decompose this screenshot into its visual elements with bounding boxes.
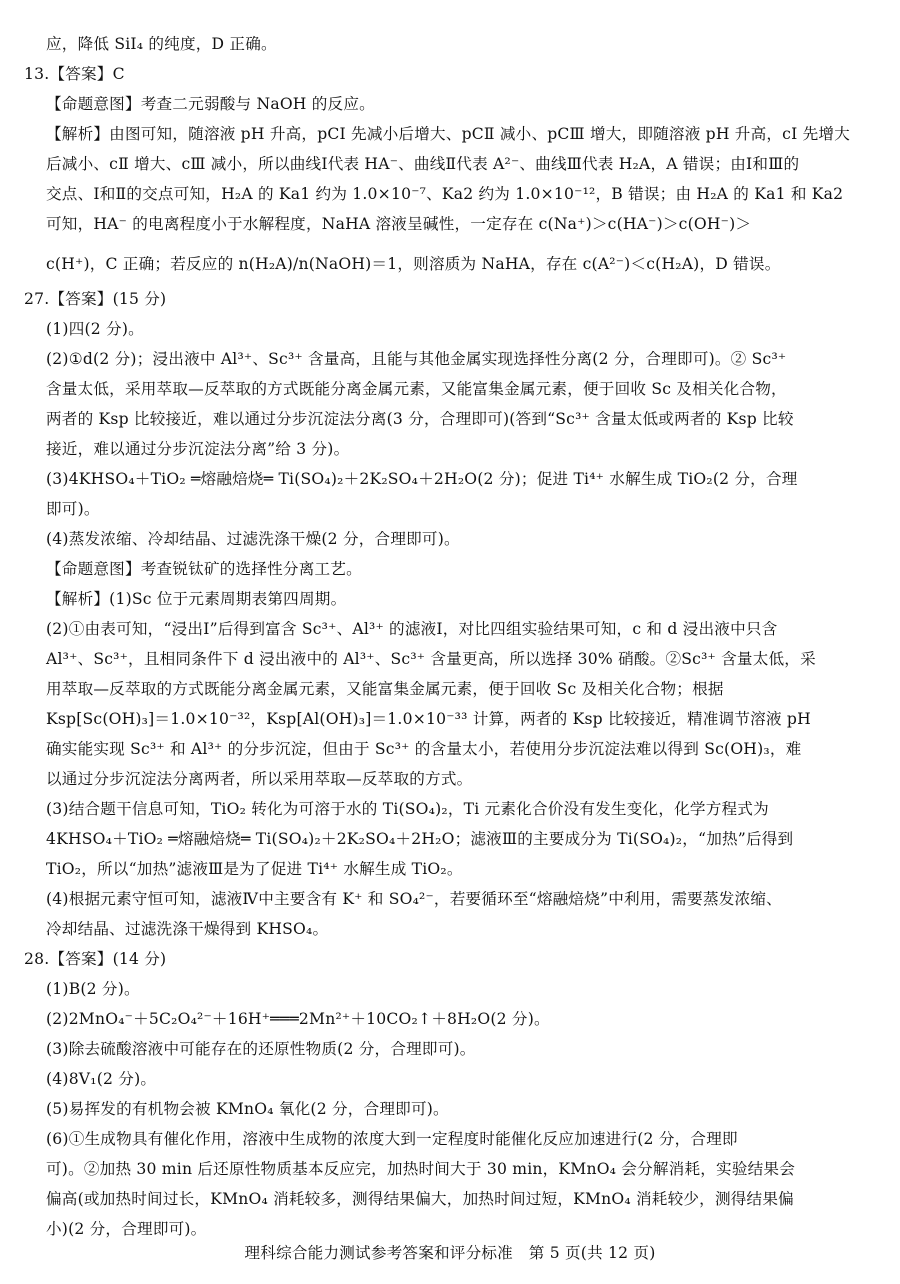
- text-line: TiO₂，所以“加热”滤液Ⅲ是为了促进 Ti⁴⁺ 水解生成 TiO₂。: [46, 860, 463, 878]
- text-line: c(H⁺)，C 正确；若反应的 n(H₂A)/n(NaOH)＝1，则溶质为 NaHA，存在 c(A²⁻)＜c(H₂A)，D 错误。: [46, 255, 781, 273]
- text-line: 两者的 Ksp 比较接近，难以通过分步沉淀法分离(3 分，合理即可)(答到“Sc³⁺ 含量太低或两者的 Ksp 比较: [46, 410, 794, 428]
- text-line: 【命题意图】考查二元弱酸与 NaOH 的反应。: [46, 95, 375, 113]
- text-line: (2)①d(2 分)；浸出液中 Al³⁺、Sc³⁺ 含量高，且能与其他金属实现选择性分离(2 分，合理即可)。② Sc³⁺: [46, 350, 787, 368]
- text-line: 以通过分步沉淀法分离两者，所以采用萃取—反萃取的方式。: [46, 770, 473, 788]
- text-line: 【解析】(1)Sc 位于元素周期表第四周期。: [46, 590, 347, 608]
- text-line: 可)。②加热 30 min 后还原性物质基本反应完，加热时间大于 30 min，KMnO₄ 会分解消耗，实验结果会: [46, 1160, 796, 1178]
- text-line: (3)结合题干信息可知，TiO₂ 转化为可溶于水的 Ti(SO₄)₂，Ti 元素化合价没有发生变化，化学方程式为: [46, 800, 769, 818]
- equation-line: 4KHSO₄＋TiO₂ ═熔融焙烧═ Ti(SO₄)₂＋2K₂SO₄＋2H₂O；滤液Ⅲ的主要成分为 Ti(SO₄)₂，“加热”后得到: [46, 830, 794, 848]
- question-13-answer: 13.【答案】C: [24, 65, 125, 83]
- text-line: 可知，HA⁻ 的电离程度小于水解程度，NaHA 溶液呈碱性，一定存在 c(Na⁺)＞c(HA⁻)＞c(OH⁻)＞: [46, 215, 752, 233]
- text-line: (5)易挥发的有机物会被 KMnO₄ 氧化(2 分，合理即可)。: [46, 1100, 449, 1118]
- text-line: Al³⁺、Sc³⁺，且相同条件下 d 浸出液中的 Al³⁺、Sc³⁺ 含量更高，所以选择 30% 硝酸。②Sc³⁺ 含量太低，采: [46, 650, 816, 668]
- text-line: 即可)。: [46, 500, 100, 518]
- text-line: (4)蒸发浓缩、冷却结晶、过滤洗涤干燥(2 分，合理即可)。: [46, 530, 460, 548]
- text-line: (4)根据元素守恒可知，滤液Ⅳ中主要含有 K⁺ 和 SO₄²⁻，若要循环至“熔融焙烧”中利用，需要蒸发浓缩、: [46, 890, 782, 908]
- text-line: (4)8V₁(2 分)。: [46, 1070, 157, 1088]
- text-line: Ksp[Sc(OH)₃]＝1.0×10⁻³²，Ksp[Al(OH)₃]＝1.0×10⁻³³ 计算，两者的 Ksp 比较接近，精准调节溶液 pH: [46, 710, 811, 728]
- text-line: 偏高(或加热时间过长，KMnO₄ 消耗较多，测得结果偏大，加热时间过短，KMnO₄ 消耗较少，测得结果偏: [46, 1190, 794, 1208]
- text-line: 应，降低 SiI₄ 的纯度，D 正确。: [46, 35, 277, 53]
- page-footer: 理科综合能力测试参考答案和评分标准 第 5 页(共 12 页): [244, 1244, 656, 1262]
- text-line: 接近，难以通过分步沉淀法分离”给 3 分)。: [46, 440, 350, 458]
- text-line: (3)除去硫酸溶液中可能存在的还原性物质(2 分，合理即可)。: [46, 1040, 476, 1058]
- equation-line: (2)2MnO₄⁻＋5C₂O₄²⁻＋16H⁺═══2Mn²⁺＋10CO₂↑＋8H₂O(2 分)。: [46, 1010, 550, 1028]
- text-line: 小)(2 分，合理即可)。: [46, 1220, 207, 1238]
- text-line: (6)①生成物具有催化作用，溶液中生成物的浓度大到一定程度时能催化反应加速进行(2 分，合理即: [46, 1130, 738, 1148]
- text-line: 含量太低，采用萃取—反萃取的方式既能分离金属元素，又能富集金属元素，便于回收 Sc 及相关化合物，: [46, 380, 787, 398]
- text-line: (2)①由表可知，“浸出Ⅰ”后得到富含 Sc³⁺、Al³⁺ 的滤液Ⅰ，对比四组实验结果可知，c 和 d 浸出液中只含: [46, 620, 778, 638]
- question-27-answer: 27.【答案】(15 分): [24, 290, 167, 308]
- text-line: 交点、Ⅰ和Ⅱ的交点可知，H₂A 的 Ka1 约为 1.0×10⁻⁷、Ka2 约为 1.0×10⁻¹²，B 错误；由 H₂A 的 Ka1 和 Ka2: [46, 185, 844, 203]
- text-line: (1)四(2 分)。: [46, 320, 144, 338]
- text-line: 【命题意图】考查锐钛矿的选择性分离工艺。: [46, 560, 362, 578]
- question-28-answer: 28.【答案】(14 分): [24, 950, 167, 968]
- text-line: (1)B(2 分)。: [46, 980, 140, 998]
- equation-line: (3)4KHSO₄＋TiO₂ ═熔融焙烧═ Ti(SO₄)₂＋2K₂SO₄＋2H₂O(2 分)；促进 Ti⁴⁺ 水解生成 TiO₂(2 分，合理: [46, 470, 798, 488]
- text-line: 确实能实现 Sc³⁺ 和 Al³⁺ 的分步沉淀，但由于 Sc³⁺ 的含量太小，若使用分步沉淀法难以得到 Sc(OH)₃，难: [46, 740, 802, 758]
- text-line: 后减小、cⅡ 增大、cⅢ 减小，所以曲线Ⅰ代表 HA⁻、曲线Ⅱ代表 A²⁻、曲线Ⅲ代表 H₂A，A 错误；由Ⅰ和Ⅲ的: [46, 155, 800, 173]
- text-line: 冷却结晶、过滤洗涤干燥得到 KHSO₄。: [46, 920, 329, 938]
- text-line: 用萃取—反萃取的方式既能分离金属元素，又能富集金属元素，便于回收 Sc 及相关化合物；根据: [46, 680, 724, 698]
- text-line: 【解析】由图可知，随溶液 pH 升高，pCⅠ 先减小后增大、pCⅡ 减小、pCⅢ 增大，即随溶液 pH 升高，cⅠ 先增大: [46, 125, 851, 143]
